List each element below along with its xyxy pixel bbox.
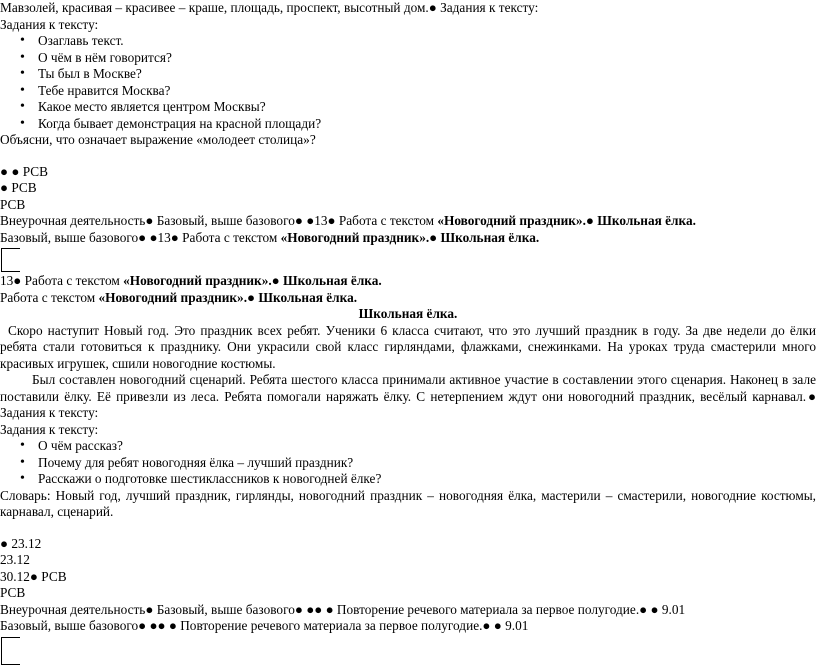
list-item: • Озаглавь текст.: [0, 33, 816, 50]
date-line: 30.12● РСВ: [0, 568, 67, 584]
spacer: [0, 521, 816, 536]
lesson-line: [0, 230, 816, 247]
lesson-topic: «Новогодний праздник».● Школьная ёлка.: [437, 213, 696, 228]
list-item: • Какое место является центром Москвы?: [0, 99, 816, 116]
list-item: • О чём в нём говорится?: [0, 50, 816, 67]
rsv-line: ● ● РСВ: [0, 163, 49, 179]
tasks-heading: Задания к тексту:: [0, 421, 99, 437]
list-item: • Когда бывает демонстрация на красной площади?: [0, 116, 816, 133]
lesson-topic: «Новогодний праздник».● Школьная ёлка.: [280, 229, 540, 245]
lesson-line: [0, 273, 816, 290]
story-paragraph: Был составлен новогодний сценарий. Ребята шестого класса принимали активное участие в составлении этого сценария. Наконец в зале поставили ёлку. Её привезли из леса. Ребята помогали наряжать ёлку. С нетерпением ждут они новогодний праздник, весёлый карнавал.● Задания к тексту:: [0, 372, 816, 420]
list-item: • О чём рассказ?: [0, 438, 816, 455]
table-cell-border: [1, 248, 20, 272]
lesson-line: [0, 213, 816, 230]
list-item: • Расскажи о подготовке шестиклассников к новогодней ёлке?: [0, 471, 816, 488]
lesson-text: Базовый, выше базового● ●13● Работа с текстом: [0, 229, 281, 245]
list-item: • Почему для ребят новогодняя ёлка – лучший праздник?: [0, 455, 816, 472]
rsv-line: РСВ: [0, 585, 26, 600]
table-cell-border: [1, 637, 20, 665]
lesson-topic: «Новогодний праздник».● Школьная ёлка.: [98, 289, 358, 305]
story-paragraph: Скоро наступит Новый год. Это праздник всех ребят. Ученики 6 класса считают, что это лучший праздник в году. За две недели до ёлки ребята стали готовиться к празднику. Они украсили свой класс гирляндами, флажками, снежинками. На уроках труда смастерили много красивых игрушек, сшили новогодние костюмы.: [0, 322, 816, 371]
lesson-text: Внеурочная деятельность● Базовый, выше базового● ●13● Работа с текстом: [0, 213, 438, 228]
lesson-line: [0, 290, 816, 307]
list-item: • Ты был в Москве?: [0, 66, 816, 83]
vocab-line-moscow: Мавзолей, красивая – красивее – краше, площадь, проспект, высотный дом.● Задания к тексту:: [0, 0, 539, 15]
tasks-heading: Задания к тексту:: [0, 16, 99, 32]
spacer: [0, 149, 816, 164]
lesson-text: Работа с текстом: [0, 289, 99, 305]
lesson-topic: «Новогодний праздник».● Школьная ёлка.: [123, 273, 382, 288]
date-line: ● 23.12: [0, 535, 42, 551]
explain-question: Объясни, что означает выражение «молодеет столица»?: [0, 132, 316, 147]
task-list-moscow: [0, 33, 816, 132]
lesson-text: 13● Работа с текстом: [0, 273, 124, 288]
rsv-line: ● РСВ: [0, 180, 37, 195]
vocabulary-paragraph: Словарь: Новый год, лучший праздник, гирлянды, новогодний праздник – новогодняя ёлка, мастерили – смастерили, новогодние костюмы, карнавал, сценарий.: [0, 487, 816, 519]
list-item: • Тебе нравится Москва?: [0, 83, 816, 100]
story-title: Школьная ёлка.: [358, 306, 458, 321]
lesson-line: Внеурочная деятельность● Базовый, выше базового● ●● ● Повторение речевого материала за первое полугодие.● ● 9.01: [0, 601, 686, 617]
lesson-line: Базовый, выше базового● ●● ● Повторение речевого материала за первое полугодие.● ● 9.01: [0, 618, 529, 633]
date-line: 23.12: [0, 552, 30, 567]
rsv-line: РСВ: [0, 196, 26, 212]
task-list-story: [0, 438, 816, 488]
